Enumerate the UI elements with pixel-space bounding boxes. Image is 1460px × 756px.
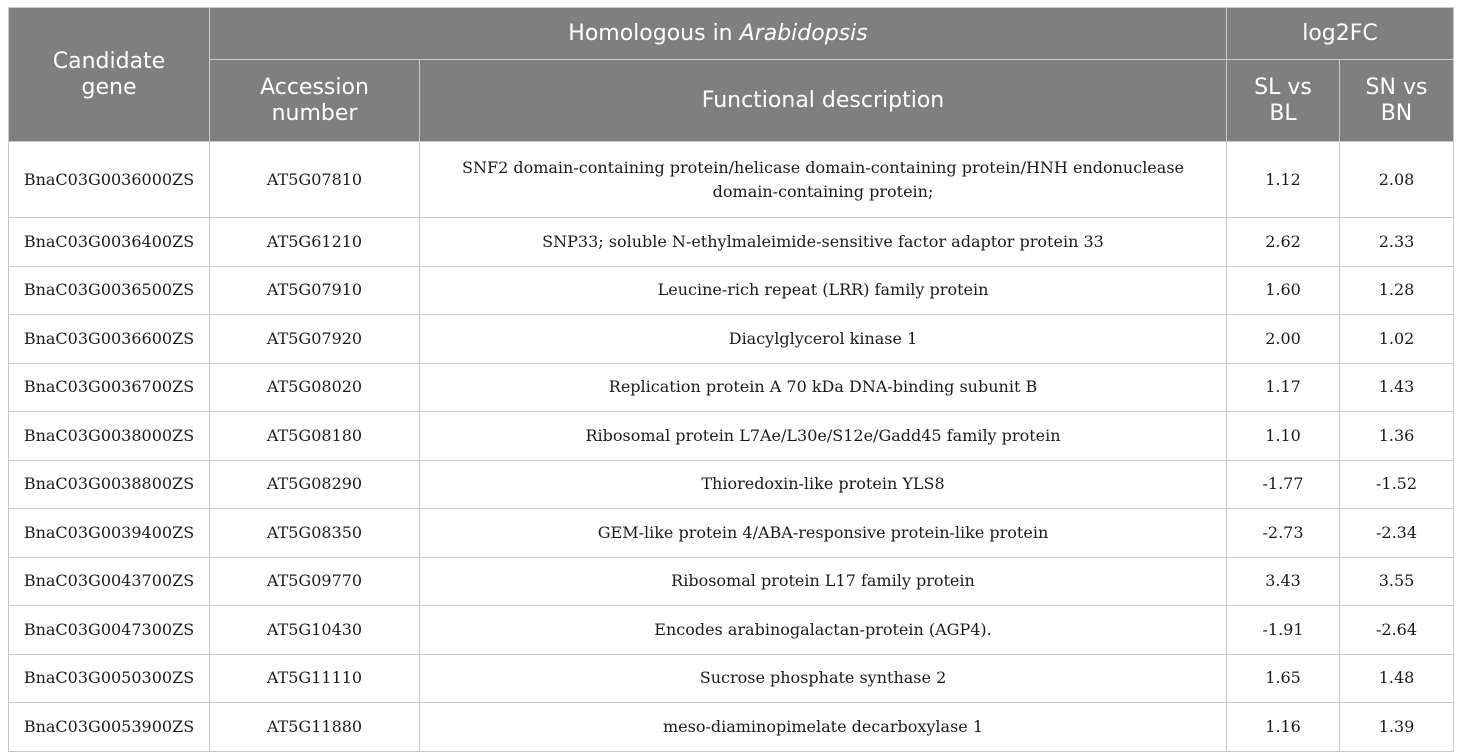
table-header [9, 8, 1454, 142]
cell-sn-vs-bn: 1.28 [1340, 266, 1454, 315]
cell-sn-vs-bn: -2.34 [1340, 509, 1454, 558]
cell-accession: AT5G08350 [210, 509, 420, 558]
cell-description: Leucine-rich repeat (LRR) family protein [420, 266, 1227, 315]
table-row [9, 460, 1454, 509]
cell-description: SNP33; soluble N-ethylmaleimide-sensitive factor adaptor protein 33 [420, 218, 1227, 267]
cell-accession: AT5G07910 [210, 266, 420, 315]
cell-gene: BnaC03G0036000ZS [9, 142, 210, 218]
table-row [9, 654, 1454, 703]
table-row [9, 142, 1454, 218]
cell-description: Ribosomal protein L17 family protein [420, 557, 1227, 606]
cell-gene: BnaC03G0036600ZS [9, 315, 210, 364]
table-row [9, 315, 1454, 364]
cell-description: Ribosomal protein L7Ae/L30e/S12e/Gadd45 family protein [420, 412, 1227, 461]
cell-sn-vs-bn: 2.08 [1340, 142, 1454, 218]
table-row [9, 703, 1454, 752]
cell-description: Replication protein A 70 kDa DNA-binding subunit B [420, 363, 1227, 412]
cell-sl-vs-bl: 2.62 [1227, 218, 1340, 267]
cell-description-text: SNF2 domain-containing protein/helicase domain-containing protein/HNH endonuclease domain-containing protein; [462, 157, 1184, 201]
cell-gene: BnaC03G0039400ZS [9, 509, 210, 558]
cell-sn-vs-bn: 1.43 [1340, 363, 1454, 412]
cell-gene: BnaC03G0038800ZS [9, 460, 210, 509]
cell-gene: BnaC03G0036700ZS [9, 363, 210, 412]
cell-gene: BnaC03G0053900ZS [9, 703, 210, 752]
cell-gene: BnaC03G0050300ZS [9, 654, 210, 703]
table-row [9, 412, 1454, 461]
cell-sl-vs-bl: 1.65 [1227, 654, 1340, 703]
cell-accession: AT5G07920 [210, 315, 420, 364]
header-accession-number-label: Accession number [260, 74, 369, 126]
cell-sn-vs-bn: 1.39 [1340, 703, 1454, 752]
header-sl-vs-bl [1227, 60, 1340, 142]
cell-accession: AT5G09770 [210, 557, 420, 606]
cell-description: GEM-like protein 4/ABA-responsive protein-like protein [420, 509, 1227, 558]
cell-accession: AT5G07810 [210, 142, 420, 218]
cell-description [420, 142, 1227, 218]
cell-sn-vs-bn: 3.55 [1340, 557, 1454, 606]
header-sn-vs-bn [1340, 60, 1454, 142]
header-sn-vs-bn-label: SN vs BN [1365, 74, 1428, 126]
cell-sl-vs-bl: 1.17 [1227, 363, 1340, 412]
cell-accession: AT5G61210 [210, 218, 420, 267]
cell-sn-vs-bn: -2.64 [1340, 606, 1454, 655]
cell-description: Diacylglycerol kinase 1 [420, 315, 1227, 364]
table-row [9, 557, 1454, 606]
cell-sl-vs-bl: 2.00 [1227, 315, 1340, 364]
table-row [9, 509, 1454, 558]
header-homologous [210, 8, 1227, 60]
header-homologous-prefix: Homologous in [568, 20, 740, 46]
gene-table [8, 7, 1454, 752]
header-log2fc [1227, 8, 1454, 60]
cell-accession: AT5G11880 [210, 703, 420, 752]
cell-sl-vs-bl: 1.10 [1227, 412, 1340, 461]
header-candidate-gene-label: Candidate gene [52, 48, 166, 100]
header-functional-description-label: Functional description [701, 87, 945, 113]
cell-sn-vs-bn: -1.52 [1340, 460, 1454, 509]
header-log2fc-label: log2FC [1302, 20, 1378, 46]
cell-accession: AT5G11110 [210, 654, 420, 703]
cell-sl-vs-bl: -1.77 [1227, 460, 1340, 509]
table-row [9, 266, 1454, 315]
cell-gene: BnaC03G0036400ZS [9, 218, 210, 267]
cell-sl-vs-bl: 1.60 [1227, 266, 1340, 315]
cell-gene: BnaC03G0047300ZS [9, 606, 210, 655]
cell-gene: BnaC03G0043700ZS [9, 557, 210, 606]
cell-sn-vs-bn: 2.33 [1340, 218, 1454, 267]
header-candidate-gene [9, 8, 210, 142]
cell-description: meso-diaminopimelate decarboxylase 1 [420, 703, 1227, 752]
cell-sl-vs-bl: -1.91 [1227, 606, 1340, 655]
cell-description: Thioredoxin-like protein YLS8 [420, 460, 1227, 509]
cell-sn-vs-bn: 1.02 [1340, 315, 1454, 364]
table-row [9, 606, 1454, 655]
table-row [9, 218, 1454, 267]
header-accession-number [210, 60, 420, 142]
cell-sl-vs-bl: 1.12 [1227, 142, 1340, 218]
table-body [9, 142, 1454, 752]
cell-accession: AT5G08020 [210, 363, 420, 412]
cell-description: Encodes arabinogalactan-protein (AGP4). [420, 606, 1227, 655]
table-row [9, 363, 1454, 412]
cell-sl-vs-bl: 1.16 [1227, 703, 1340, 752]
header-sl-vs-bl-label: SL vs BL [1254, 74, 1312, 126]
cell-accession: AT5G08180 [210, 412, 420, 461]
cell-gene: BnaC03G0038000ZS [9, 412, 210, 461]
cell-sn-vs-bn: 1.36 [1340, 412, 1454, 461]
cell-gene: BnaC03G0036500ZS [9, 266, 210, 315]
header-functional-description [420, 60, 1227, 142]
cell-sl-vs-bl: -2.73 [1227, 509, 1340, 558]
cell-accession: AT5G10430 [210, 606, 420, 655]
cell-sn-vs-bn: 1.48 [1340, 654, 1454, 703]
cell-sl-vs-bl: 3.43 [1227, 557, 1340, 606]
cell-description: Sucrose phosphate synthase 2 [420, 654, 1227, 703]
header-homologous-species: Arabidopsis [739, 20, 868, 46]
cell-accession: AT5G08290 [210, 460, 420, 509]
